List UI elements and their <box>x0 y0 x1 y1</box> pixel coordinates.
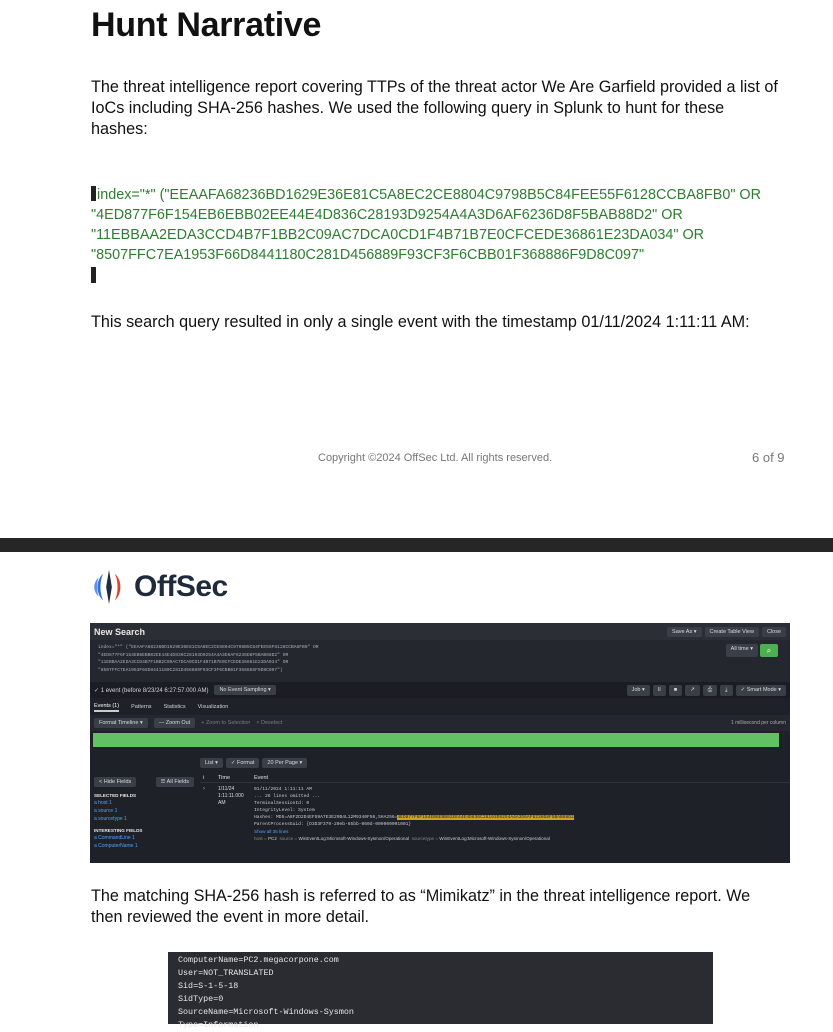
intro-paragraph: The threat intelligence report covering TTPs of the threat actor We Are Garfield provided a list of IoCs including SHA-256 hashes. We used the following query in Splunk to hunt for these hashes: <box>91 78 778 138</box>
splunk-query-block <box>91 185 791 283</box>
splunk-search-bar[interactable] <box>90 640 790 682</box>
all-fields-button[interactable]: ☰ All Fields <box>156 777 194 787</box>
event-count: ✓ 1 event (before 8/23/24 6:27:57.000 AM) <box>94 687 209 694</box>
tab-visualization[interactable]: Visualization <box>197 704 229 710</box>
search-line: "4ED877F6F154EB6EBB02EE44E4D836C28193D9254A4A3D6AF6236D8F5BAB88D2" OR <box>98 652 289 658</box>
info-column-header: i <box>203 774 205 781</box>
meta-key: sourcetype = <box>411 836 439 841</box>
events-table-header <box>200 773 790 783</box>
meta-host-value[interactable]: PC2 <box>267 836 277 841</box>
event-raw-cell <box>252 786 574 842</box>
event-column-header: Event <box>254 774 269 781</box>
event-line-hashes: Hashes: MD5=A8F2D2D4EF59A7E3E29B4L12M9340F56,SHA256=4ED877F6F154EB6EBB02EE44E4D836C28193D9254A4A3D6AF6236D8F5BAB88D2 <box>254 815 574 820</box>
time-controls <box>726 644 778 657</box>
event-line: IntegrityLevel: System <box>254 808 315 813</box>
results-tabs <box>90 701 790 713</box>
meta-key: source = <box>279 836 298 841</box>
list-view-dropdown[interactable]: List ▾ <box>200 758 223 768</box>
timeline-scale: 1 millisecond per column <box>730 720 786 726</box>
zoom-out-button[interactable]: — Zoom Out <box>154 718 195 728</box>
timeline-bar[interactable] <box>93 733 779 747</box>
event-detail-block <box>168 952 713 1030</box>
event-detail-line: Sid=S-1-5-18 <box>178 981 239 991</box>
search-line: index="*" ("EEAAFA68236BD1629E36E81C5A8EC2CE8804C9798B5C84FEE55F6128CCBA8FB0" OR <box>98 645 319 650</box>
tab-patterns[interactable]: Patterns <box>131 704 152 710</box>
event-time: 1:11:11.000 AM <box>218 793 244 806</box>
footer-copyright: Copyright ©2024 OffSec Ltd. All rights reserved. <box>318 452 553 464</box>
section-title: Hunt Narrative <box>91 6 322 44</box>
hide-fields-button[interactable]: < Hide Fields <box>94 777 136 787</box>
fields-sidebar <box>90 773 198 863</box>
field-sourcetype[interactable]: a sourcetype 1 <box>94 816 127 822</box>
event-detail-line: ComputerName=PC2.megacorpone.com <box>178 955 339 965</box>
tab-events[interactable]: Events (1) <box>94 703 119 712</box>
close-button[interactable]: Close <box>762 627 786 637</box>
search-status-bar <box>90 682 790 698</box>
event-detail-line: SidType=0 <box>178 994 224 1004</box>
field-commandline[interactable]: a CommandLine 1 <box>94 835 135 841</box>
document-page-7 <box>0 552 833 1030</box>
job-dropdown[interactable]: Job ▾ <box>627 685 650 696</box>
event-line: 01/11/2024 1:11:11 AM <box>254 787 312 792</box>
offsec-logo-icon <box>90 568 128 606</box>
timeline-toolbar <box>90 715 790 731</box>
show-all-lines-link[interactable]: Show all 35 lines <box>254 829 289 834</box>
matched-hash-highlight: 4ED877F6F154EB6EBB02EE44E4D836C28193D9254A4A3D6AF6236D8F5BAB88D2 <box>397 815 574 820</box>
query-line: "11EBBAA2EDA3CCD4B7F1BB2C09AC7DCA0CD1F4B71B7E0CFCEDE36861E23DA034" OR <box>91 227 705 243</box>
result-paragraph: This search query resulted in only a single event with the timestamp 01/11/2024 1:11:11 AM: <box>91 313 750 331</box>
tab-statistics[interactable]: Statistics <box>163 704 186 710</box>
event-time-cell <box>208 786 252 842</box>
time-column-header: Time <box>218 774 231 781</box>
export-icon[interactable]: ⤓ <box>720 685 732 696</box>
search-mode-dropdown[interactable]: ✓ Smart Mode ▾ <box>736 685 786 696</box>
meta-source-value[interactable]: WinEventLog:Microsoft-Windows-Sysmon/Operational <box>298 836 410 841</box>
save-as-button[interactable]: Save As ▾ <box>667 627 701 637</box>
event-metadata <box>254 835 574 842</box>
page-divider <box>0 538 833 552</box>
event-detail-line: SourceName=Microsoft-Windows-Sysmon <box>178 1007 354 1017</box>
field-computername[interactable]: a ComputerName 1 <box>94 843 138 849</box>
event-sampling-dropdown[interactable]: No Event Sampling ▾ <box>214 685 275 695</box>
search-line: "11EBBAA2EDA3CCD4B7F1BB2C09AC7DCA0CD1F4B71B7E0CFCEDE36861E23DA034" OR <box>98 660 289 666</box>
footer-page-number: 6 of 9 <box>752 450 785 465</box>
event-date: 1/11/24 <box>218 786 235 792</box>
create-table-view-button[interactable]: Create Table View <box>705 627 759 637</box>
print-icon[interactable]: ⎙ <box>703 685 717 696</box>
table-row <box>200 783 790 842</box>
pause-icon[interactable]: II <box>653 685 666 696</box>
expand-icon[interactable]: › <box>203 786 205 792</box>
list-controls <box>200 758 307 768</box>
per-page-dropdown[interactable]: 20 Per Page ▾ <box>262 758 307 768</box>
event-line: TerminalSessionId: 0 <box>254 801 310 806</box>
interesting-fields-header: INTERESTING FIELDS <box>94 828 143 833</box>
stop-icon[interactable]: ■ <box>669 685 682 696</box>
search-line: "8507FFC7EA1953F66D8441180C281D456889F93CF3F6CBB01F368886F9D8C097") <box>98 667 283 673</box>
splunk-search-screenshot <box>90 623 790 863</box>
deselect-button[interactable]: × Deselect <box>256 720 283 726</box>
event-line: ParentProcessGuid: {D3D3F379-20eb-65bb-060d-000000001001} <box>254 822 412 827</box>
selected-fields-header: SELECTED FIELDS <box>94 793 137 798</box>
cursor-mark <box>91 186 96 201</box>
event-detail-line: Type=Information <box>178 1020 259 1030</box>
time-picker[interactable]: All time ▾ <box>726 644 758 657</box>
field-source[interactable]: a source 1 <box>94 808 118 814</box>
meta-key: host = <box>254 836 267 841</box>
match-paragraph: The matching SHA-256 hash is referred to as “Mimikatz” in the threat intelligence report. We then reviewed the event in more detail. <box>91 887 751 926</box>
format-button[interactable]: ✓ Format <box>226 758 260 768</box>
cursor-mark <box>91 267 96 283</box>
field-host[interactable]: a host 1 <box>94 800 112 806</box>
format-timeline-button[interactable]: Format Timeline ▾ <box>94 718 148 728</box>
query-line: "4ED877F6F154EB6EBB02EE44E4D836C28193D9254A4A3D6AF6236D8F5BAB88D2" OR <box>91 207 683 223</box>
query-line: "8507FFC7EA1953F66D8441180C281D456889F93CF3F6CBB01F368886F9D8C097" <box>91 247 645 263</box>
meta-sourcetype-value[interactable]: WinEventLog:Microsoft-Windows-Sysmon/Operational <box>439 836 550 841</box>
logo-wordmark: OffSec <box>134 570 228 603</box>
event-detail-line: User=NOT_TRANSLATED <box>178 968 274 978</box>
splunk-header <box>90 623 790 640</box>
event-line: ... 26 lines omitted ... <box>254 794 321 799</box>
splunk-title: New Search <box>94 626 146 637</box>
zoom-selection-button[interactable]: + Zoom to Selection <box>201 720 251 726</box>
events-table <box>200 773 790 863</box>
offsec-logo <box>90 568 228 606</box>
query-line: index="*" ("EEAAFA68236BD1629E36E81C5A8EC2CE8804C9798B5C84FEE55F6128CCBA8FB0" OR <box>91 185 791 205</box>
search-icon[interactable]: ⌕ <box>760 644 778 657</box>
share-icon[interactable]: ↗ <box>685 685 700 696</box>
